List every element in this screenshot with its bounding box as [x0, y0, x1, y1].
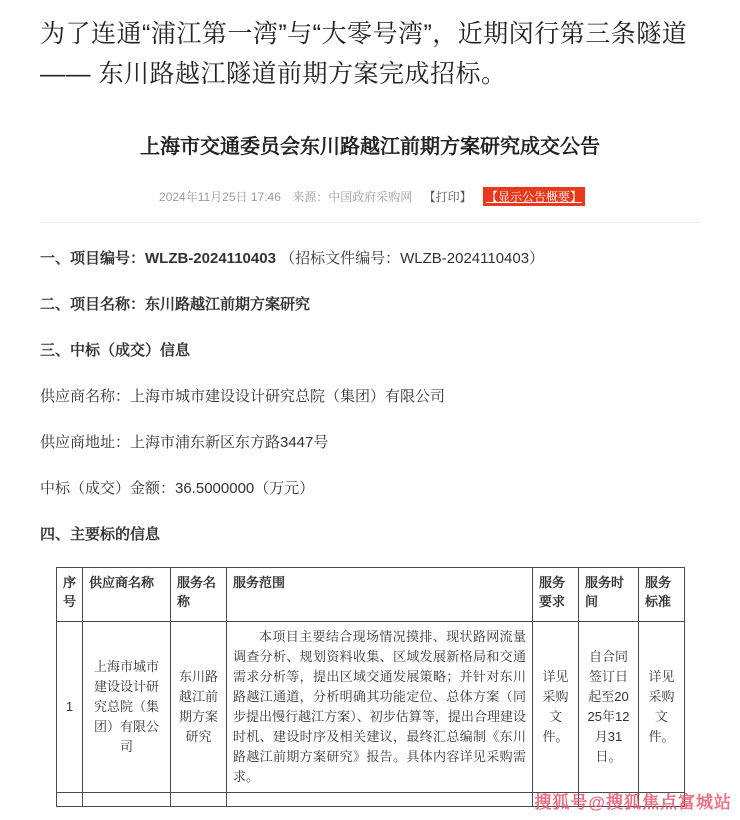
supplier-name-line: 供应商名称：上海市城市建设设计研究总院（集团）有限公司: [40, 388, 446, 405]
col-header-serial: 序号: [57, 568, 83, 622]
table-empty-row: [57, 793, 685, 807]
meta-divider: [40, 222, 700, 223]
col-header-service-scope: 服务范围: [227, 568, 533, 622]
article-title: 上海市交通委员会东川路越江前期方案研究成交公告: [140, 136, 600, 158]
project-number-note: （招标文件编号：WLZB-2024110403）: [280, 250, 545, 267]
award-amount-line: 中标（成交）金额：36.5000000（万元）: [40, 480, 315, 497]
table-header-row: [57, 568, 685, 622]
award-info-heading: 三、中标（成交）信息: [40, 342, 191, 359]
cell-service-name: 东川路越江前期方案研究: [171, 622, 227, 793]
project-number-label: 一、项目编号：WLZB-2024110403: [40, 250, 276, 267]
meta-datetime: 2024年11月25日 17:46: [159, 190, 281, 204]
show-summary-link[interactable]: 【显示公告概要】: [483, 187, 585, 206]
supplier-address-line: 供应商地址：上海市浦东新区东方路3447号: [40, 434, 329, 451]
empty-cell: [533, 793, 579, 807]
cell-service-standard: 详见采购文件。: [639, 622, 685, 793]
award-details-table: [56, 567, 685, 807]
watermark: 搜狐号@搜狐焦点富城站: [534, 793, 732, 812]
main-subject-heading: 四、主要标的信息: [40, 526, 161, 543]
table-row: [57, 622, 685, 793]
empty-cell: [171, 793, 227, 807]
empty-cell: [57, 793, 83, 807]
empty-cell: [83, 793, 171, 807]
cell-supplier: 上海市城市建设设计研究总院（集团）有限公司: [83, 622, 171, 793]
cell-service-requirement: 详见采购文件。: [533, 622, 579, 793]
cell-serial: 1: [57, 622, 83, 793]
article-meta: [40, 187, 700, 206]
intro-paragraph: 为了连通“浦江第一湾”与“大零号湾”，近期闵行第三条隧道 —— 东川路越江隧道前期方案完成招标。: [40, 20, 688, 88]
empty-cell: [639, 793, 685, 807]
col-header-service-requirement: 服务要求: [533, 568, 579, 622]
cell-service-scope: 本项目主要结合现场情况摸排、现状路网流量调查分析、规划资料收集、区域发展新格局和交通需求分析等，提出区域交通发展策略；并针对东川路越江通道，分析明确其功能定位、总体方案（同步提出慢行越江方案）、初步估算等，提出合理建设时机、建设时序及相关建议，最终汇总编制《东川路越江前期方案研究》报告。具体内容详见采购需求。: [227, 622, 533, 793]
print-link[interactable]: 【打印】: [423, 190, 472, 204]
empty-cell: [227, 793, 533, 807]
empty-cell: [579, 793, 639, 807]
col-header-service-time: 服务时间: [579, 568, 639, 622]
project-name-line: 二、项目名称：东川路越江前期方案研究: [40, 296, 311, 313]
col-header-service-name: 服务名称: [171, 568, 227, 622]
col-header-service-standard: 服务标准: [639, 568, 685, 622]
cell-service-time: 自合同签订日起至2025年12月31日。: [579, 622, 639, 793]
meta-source: 来源：中国政府采购网: [292, 190, 413, 204]
project-number-line: [40, 249, 700, 269]
col-header-supplier: 供应商名称: [83, 568, 171, 622]
